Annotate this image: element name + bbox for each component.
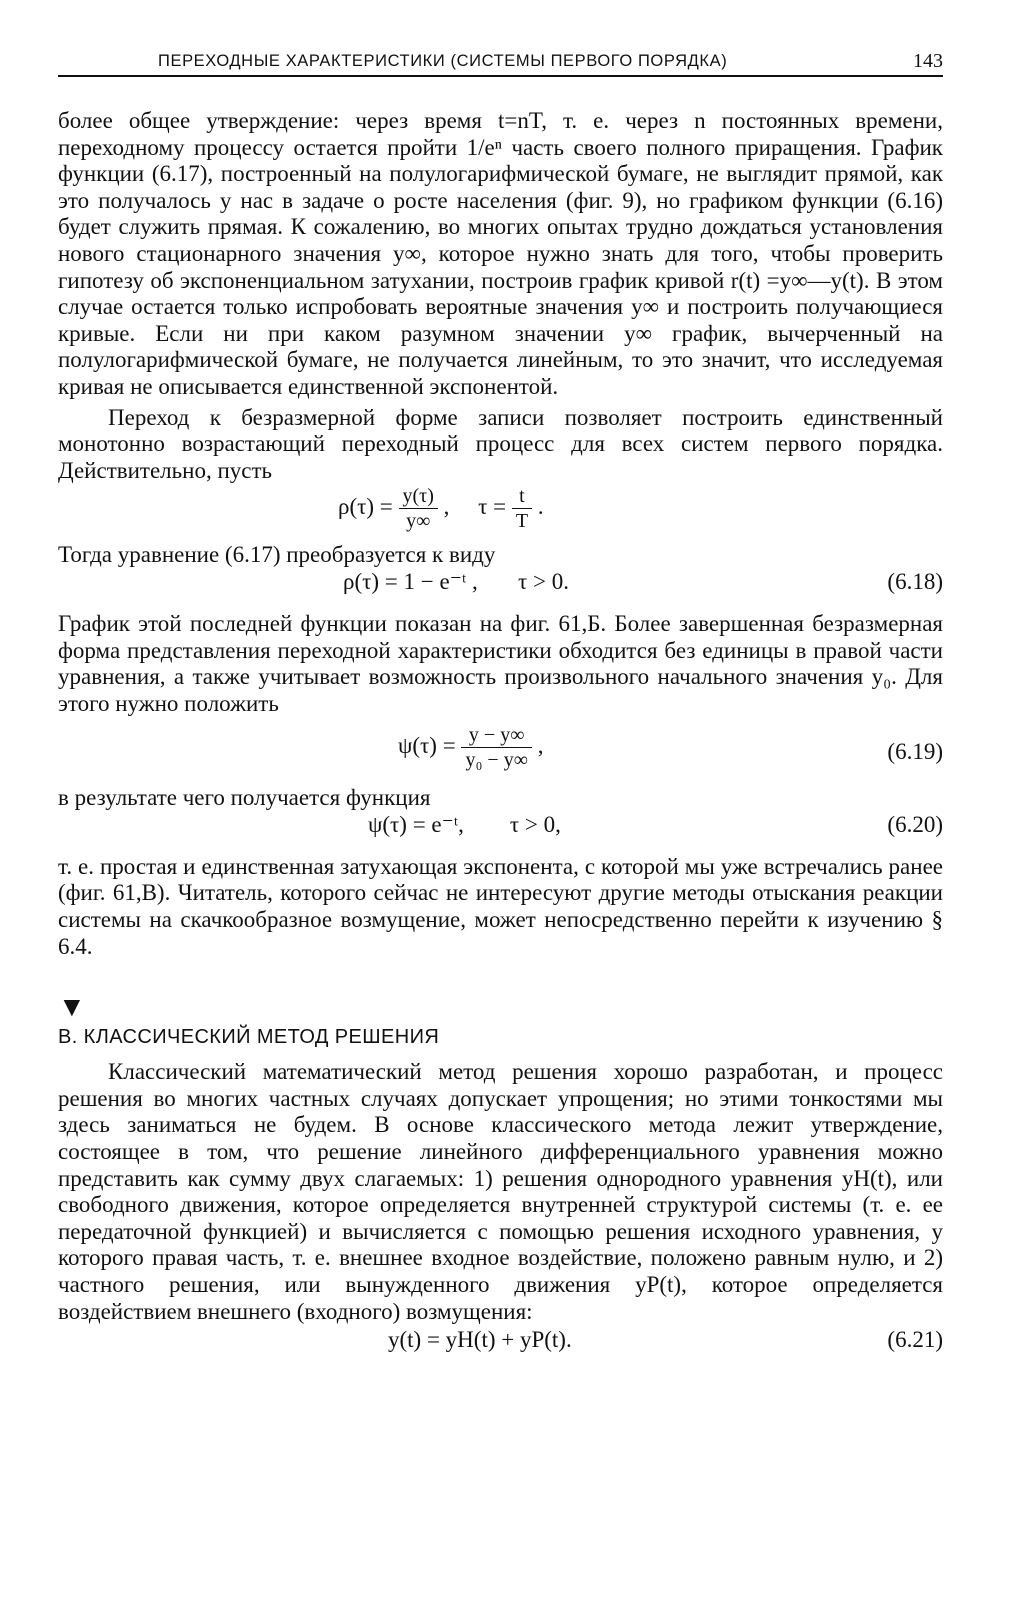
fraction-denominator: y∞: [406, 510, 431, 533]
paragraph-5: в результате чего получается функция: [58, 785, 431, 811]
fraction-t-T: [512, 484, 532, 533]
fraction-denominator: y₀ − y∞: [465, 749, 528, 772]
fraction-denominator: T: [515, 510, 529, 533]
running-head: [58, 38, 943, 78]
fraction-psi: [461, 723, 532, 772]
eq-rho-lhs: ρ(τ) =: [338, 494, 393, 520]
fraction-numerator: y − y∞: [461, 723, 532, 748]
fraction-numerator: t: [512, 484, 532, 509]
equation-number: (6.20): [887, 811, 943, 837]
eq-rho-end: .: [537, 494, 544, 520]
eq-6-19-end: ,: [537, 733, 544, 759]
paragraph-4: График этой последней функции показан на фиг. 61,Б. Более завершенная безразмерная форма представления переходной характеристики обходится без единицы в правой части уравнения, а также учитывает возможность произвольного начального значения y₀. Для этого нужно положить: [58, 610, 943, 716]
equation-number: (6.18): [887, 568, 943, 594]
equation-6-21: [58, 1327, 943, 1357]
eq-rho-mid: , τ =: [443, 494, 507, 520]
page: [58, 38, 943, 1357]
paragraph-3: Тогда уравнение (6.17) преобразуется к виду: [58, 542, 496, 568]
equation-number: (6.21): [887, 1327, 943, 1353]
equation-rho-definition: [58, 484, 943, 542]
equation-number: (6.19): [887, 739, 943, 765]
page-number: 143: [913, 50, 943, 72]
equation-6-19: [58, 723, 943, 785]
paragraph-6: т. е. простая и единственная затухающая экспонента, с которой мы уже встречались ранее (фиг. 61,В). Читатель, которого сейчас не интересуют другие методы отыскания реакции системы на скачкообразное возмущение, может непосредственно перейти к изучению § 6.4.: [58, 853, 943, 959]
paragraph-1: более общее утверждение: через время t=nT, т. е. через n постоянных времени, переходному процессу остается пройти 1/eⁿ часть своего полного приращения. График функции (6.17), построенный на полулогарифмической бумаге, не выглядит прямой, как это получалось у нас в задаче о росте населения (фиг. 9), но графиком функции (6.16) будет служить прямая. К сожалению, во многих опытах трудно дождаться установления нового стационарного значения y∞, которое нужно знать для того, чтобы проверить гипотезу об экспоненциальном затухании, построив график кривой r(t) =y∞—y(t). В этом случае остается только испробовать вероятные значения y∞ и построить получающиеся кривые. Если ни при каком разумном значении y∞ график, вычерченный на полулогарифмической бумаге, не получается линейным, то это значит, что исследуемая кривая не описывается единственной экспонентой.: [58, 108, 943, 399]
paragraph-7: Классический математический метод решения хорошо разработан, и процесс решения во многих частных случаях допускает упрощения; но этими тонкостями мы здесь заниматься не будем. В основе классического метода лежит утверждение, состоящее в том, что решение линейного дифференциального уравнения можно представить как сумму двух слагаемых: 1) решения однородного уравнения yH(t), или свободного движения, которое определяется внутренней структурой системы (т. е. ее передаточной функцией) и вычисляется с помощью решения исходного уравнения, у которого правая часть, т. е. внешнее входное воздействие, положено равным нулю, и 2) частного решения, или вынужденного движения yP(t), которое определяется воздействием внешнего (входного) возмущения:: [58, 1059, 943, 1324]
equation-6-20: [58, 812, 943, 842]
equation-6-18: [58, 569, 943, 599]
eq-6-18-formula: ρ(τ) = 1 − e⁻ᵗ , τ > 0.: [343, 568, 569, 594]
section-marker-triangle-icon: ▼: [58, 992, 86, 1024]
fraction-numerator: y(τ): [399, 484, 438, 509]
section-heading: В. КЛАССИЧЕСКИЙ МЕТОД РЕШЕНИЯ: [58, 1026, 440, 1049]
header-rule: [58, 75, 943, 77]
fraction-y-tau: [399, 484, 438, 533]
eq-6-19-lhs: ψ(τ) =: [398, 733, 456, 759]
paragraph-2: Переход к безразмерной форме записи позволяет построить единственный монотонно возрастающий переходный процесс для всех систем первого порядка. Действительно, пусть: [58, 404, 943, 483]
eq-6-21-formula: y(t) = yH(t) + yP(t).: [388, 1327, 572, 1353]
eq-6-20-formula: ψ(τ) = e⁻ᵗ, τ > 0,: [368, 811, 561, 837]
running-title: ПЕРЕХОДНЫЕ ХАРАКТЕРИСТИКИ (СИСТЕМЫ ПЕРВОГО ПОРЯДКА): [158, 52, 728, 70]
